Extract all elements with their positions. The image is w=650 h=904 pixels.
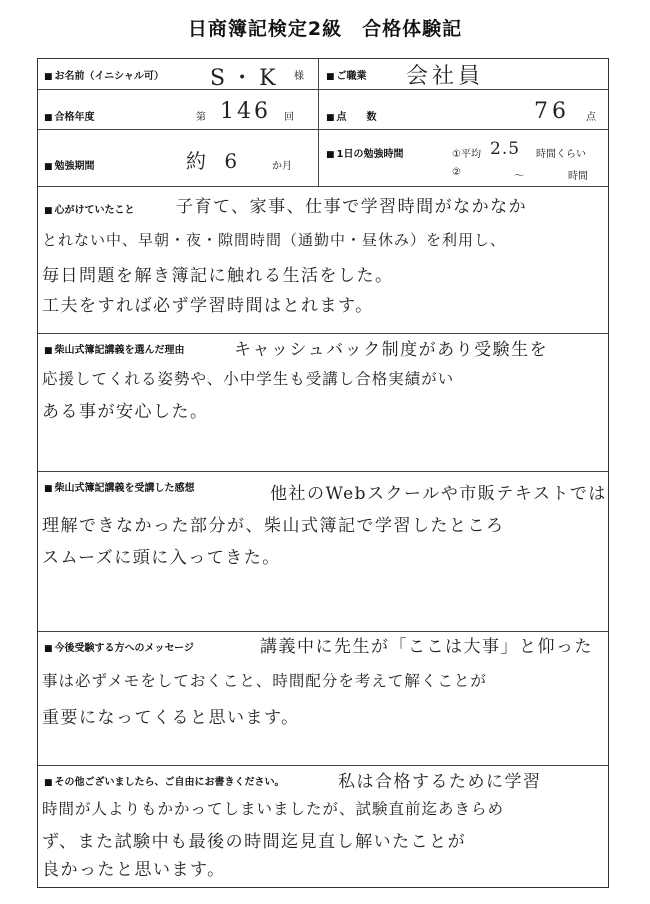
section-line: 時間が人よりもかかってしまいましたが、試験直前迄あきらめ [42,800,505,818]
section-line: 応援してくれる姿勢や、小中学生も受講し合格実績がい [42,370,455,388]
daily-option2-prefix: ② [452,167,461,178]
section-line: スムーズに頭に入ってきた。 [42,548,281,568]
daily-option2-suffix: 時間 [568,171,588,182]
pass-prefix: 第 [196,112,206,123]
section-line: 工夫をすれば必ず学習時間はとれます。 [42,296,374,316]
divider [38,89,608,90]
period-suffix: か月 [272,161,292,172]
page-title: 日商簿記検定2級 合格体験記 [187,18,463,40]
daily-option1-prefix: ①平均 [452,149,481,160]
experience-form [37,58,609,888]
score-value: 76 [534,99,570,124]
section-line: 良かったと思います。 [42,860,226,880]
section-line: 毎日問題を解き簿記に触れる生活をした。 [42,266,394,286]
daily-option2-dash: ～ [514,171,524,182]
divider [38,471,608,472]
section-line: ある事が安心した。 [42,402,209,422]
occupation-label: ■ ご職業 [326,67,367,82]
section-line: 事は必ずメモをしておくこと、時間配分を考えて解くことが [42,672,487,690]
pass-year-label: ■ 合格年度 [44,108,95,123]
name-suffix: 様 [294,71,304,82]
section-line: 子育て、家事、仕事で学習時間がなかなか [176,197,528,217]
section-label-impression: ■ 柴山式簿記講義を受講した感想 [44,479,195,494]
period-label: ■ 勉強期間 [44,157,95,172]
section-label-reason: ■ 柴山式簿記講義を選んだ理由 [44,341,185,356]
section-line: 私は合格するために学習 [338,772,542,792]
period-value: 約 6 [186,149,244,173]
section-line: キャッシュバック制度があり受験生を [234,340,549,360]
pass-number: 146 [220,99,271,124]
score-suffix: 点 [586,112,596,123]
section-line: 重要になってくると思います。 [42,708,300,728]
pass-suffix: 回 [284,112,294,123]
name-value: S・K [210,66,282,91]
section-line: 他社のWebスクールや市販テキストでは [270,484,607,504]
divider [38,129,608,130]
section-label-other: ■ その他ございましたら、ご自由にお書きください。 [44,773,285,788]
section-label-focus: ■ 心がけていたこと [44,201,135,216]
divider [318,59,319,186]
section-line: とれない中、早朝・夜・隙間時間（通勤中・昼休み）を利用し、 [42,231,507,249]
section-line: ず、また試験中も最後の時間迄見直し解いたことが [42,832,467,852]
section-line: 理解できなかった部分が、柴山式簿記で学習したところ [42,516,505,536]
divider [38,186,608,187]
daily-option1-suffix: 時間くらい [536,149,586,160]
section-label-message: ■ 今後受験する方へのメッセージ [44,639,194,654]
section-line: 講義中に先生が「ここは大事」と仰った [260,637,593,657]
daily-label: ■ 1日の勉強時間 [326,145,403,160]
score-label: ■ 点 数 [326,108,377,123]
daily-option1-value: 2.5 [490,139,521,159]
divider [38,333,608,334]
divider [38,765,608,766]
name-label: ■ お名前（イニシャル可） [44,67,164,82]
occupation-value: 会社員 [406,64,485,89]
